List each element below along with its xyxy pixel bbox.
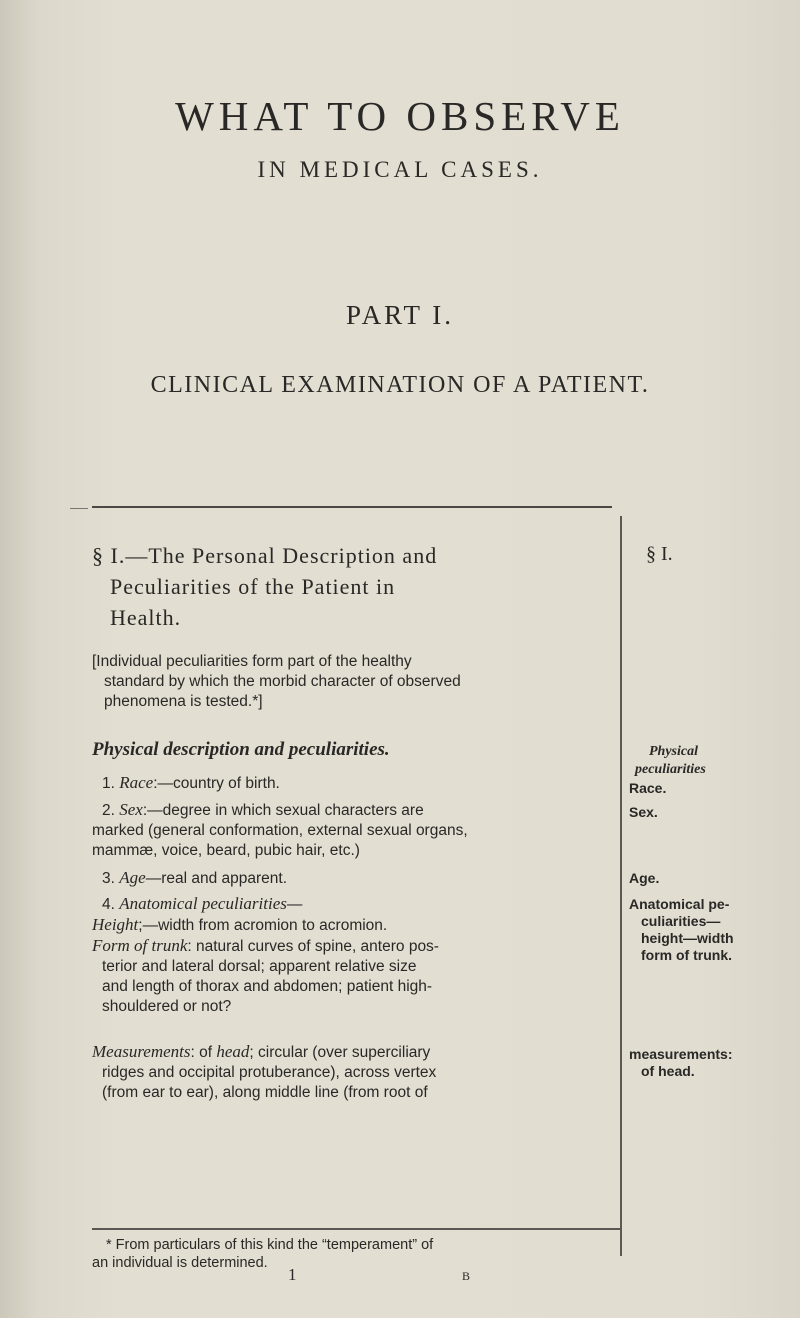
part-label: PART I.	[346, 300, 454, 330]
sidenote-anatomical-line4: form of trunk.	[641, 947, 732, 963]
item-continuation: marked (general conformation, external sexual organs,	[92, 822, 468, 839]
sidenote-sex: Sex.	[629, 804, 658, 820]
item-number: 2.	[102, 802, 115, 819]
form-label: Form of trunk	[92, 936, 188, 955]
sidenote-anatomical-line3: height—width	[641, 930, 734, 946]
footnote	[92, 1236, 612, 1272]
sidenote-age: Age.	[629, 870, 660, 886]
footnote-rule	[92, 1228, 620, 1230]
item-race	[92, 773, 612, 794]
sidenote-section: § I.	[646, 543, 673, 565]
sidenote-measure-line2: of head.	[641, 1063, 695, 1079]
item-measurements	[92, 1042, 612, 1103]
note-line3: phenomena is tested.*]	[104, 693, 263, 710]
form-line: shouldered or not?	[102, 998, 232, 1015]
section-heading	[92, 540, 612, 633]
page-title: WHAT TO OBSERVE	[175, 93, 625, 139]
item-number: 1.	[102, 775, 115, 792]
sidenote-race: Race.	[629, 780, 667, 796]
height-label: Height	[92, 915, 139, 934]
form-text: : natural curves of spine, antero pos-	[187, 938, 439, 955]
height-text: ;—width from acromion to acromion.	[138, 917, 388, 934]
note-line2: standard by which the morbid character of observed	[104, 673, 461, 690]
section-heading-line3: Health.	[110, 605, 182, 630]
physical-subheading: Physical description and peculiarities.	[92, 739, 390, 760]
measure-text: : of	[190, 1044, 217, 1061]
item-number: 4.	[102, 896, 115, 913]
form-line: terior and lateral dorsal; apparent relative size	[102, 958, 417, 975]
measure-label: Measurements	[92, 1042, 191, 1061]
item-anatomical	[92, 894, 612, 1017]
measure-text: ; circular (over superciliary	[249, 1044, 431, 1061]
item-label: Anatomical peculiarities	[119, 894, 287, 913]
part-heading: CLINICAL EXAMINATION OF A PATIENT.	[150, 372, 650, 398]
page-subtitle: IN MEDICAL CASES.	[257, 157, 543, 182]
sidenote-anatomical-line2: culiarities—	[641, 913, 721, 929]
item-continuation: mammæ, voice, beard, pubic hair, etc.)	[92, 842, 360, 859]
footnote-line1: * From particulars of this kind the “temperament” of	[106, 1237, 434, 1253]
sidenote-anatomical-line1: Anatomical pe-	[629, 896, 730, 912]
item-age	[92, 868, 612, 889]
measure-line: (from ear to ear), along middle line (from root of	[102, 1084, 428, 1101]
item-label: Age	[119, 868, 146, 887]
item-text: —	[286, 896, 303, 913]
item-text: :—degree in which sexual characters are	[142, 802, 424, 819]
measure-head: head	[216, 1042, 250, 1061]
item-number: 3.	[102, 870, 115, 887]
form-line: and length of thorax and abdomen; patient high-	[102, 978, 433, 995]
item-text: —real and apparent.	[145, 870, 288, 887]
note-line1: [Individual peculiarities form part of the healthy	[92, 653, 412, 670]
sidenote-anatomical	[629, 896, 779, 964]
sidenote-measurements	[629, 1046, 779, 1080]
signature-mark: B	[462, 1269, 471, 1283]
section-note	[92, 652, 612, 712]
top-rule	[92, 506, 612, 508]
page-number: 1	[288, 1265, 297, 1284]
header-dash	[70, 508, 88, 509]
sidenote-measure-line1: measurements:	[629, 1046, 733, 1062]
sidenote-physical-line2: peculiarities	[635, 762, 706, 777]
section-heading-line1: § I.—The Personal Description and	[92, 543, 438, 568]
item-label: Race	[119, 773, 154, 792]
margin-divider	[620, 516, 622, 1256]
footnote-line2: an individual is determined.	[92, 1255, 268, 1271]
sidenote-physical-line1: Physical	[649, 744, 698, 759]
item-sex	[92, 800, 612, 861]
section-heading-line2: Peculiarities of the Patient in	[110, 574, 396, 599]
sidenote-physical	[629, 742, 779, 778]
measure-line: ridges and occipital protuberance), across vertex	[102, 1064, 437, 1081]
item-text: :—country of birth.	[153, 775, 280, 792]
item-label: Sex	[119, 800, 143, 819]
